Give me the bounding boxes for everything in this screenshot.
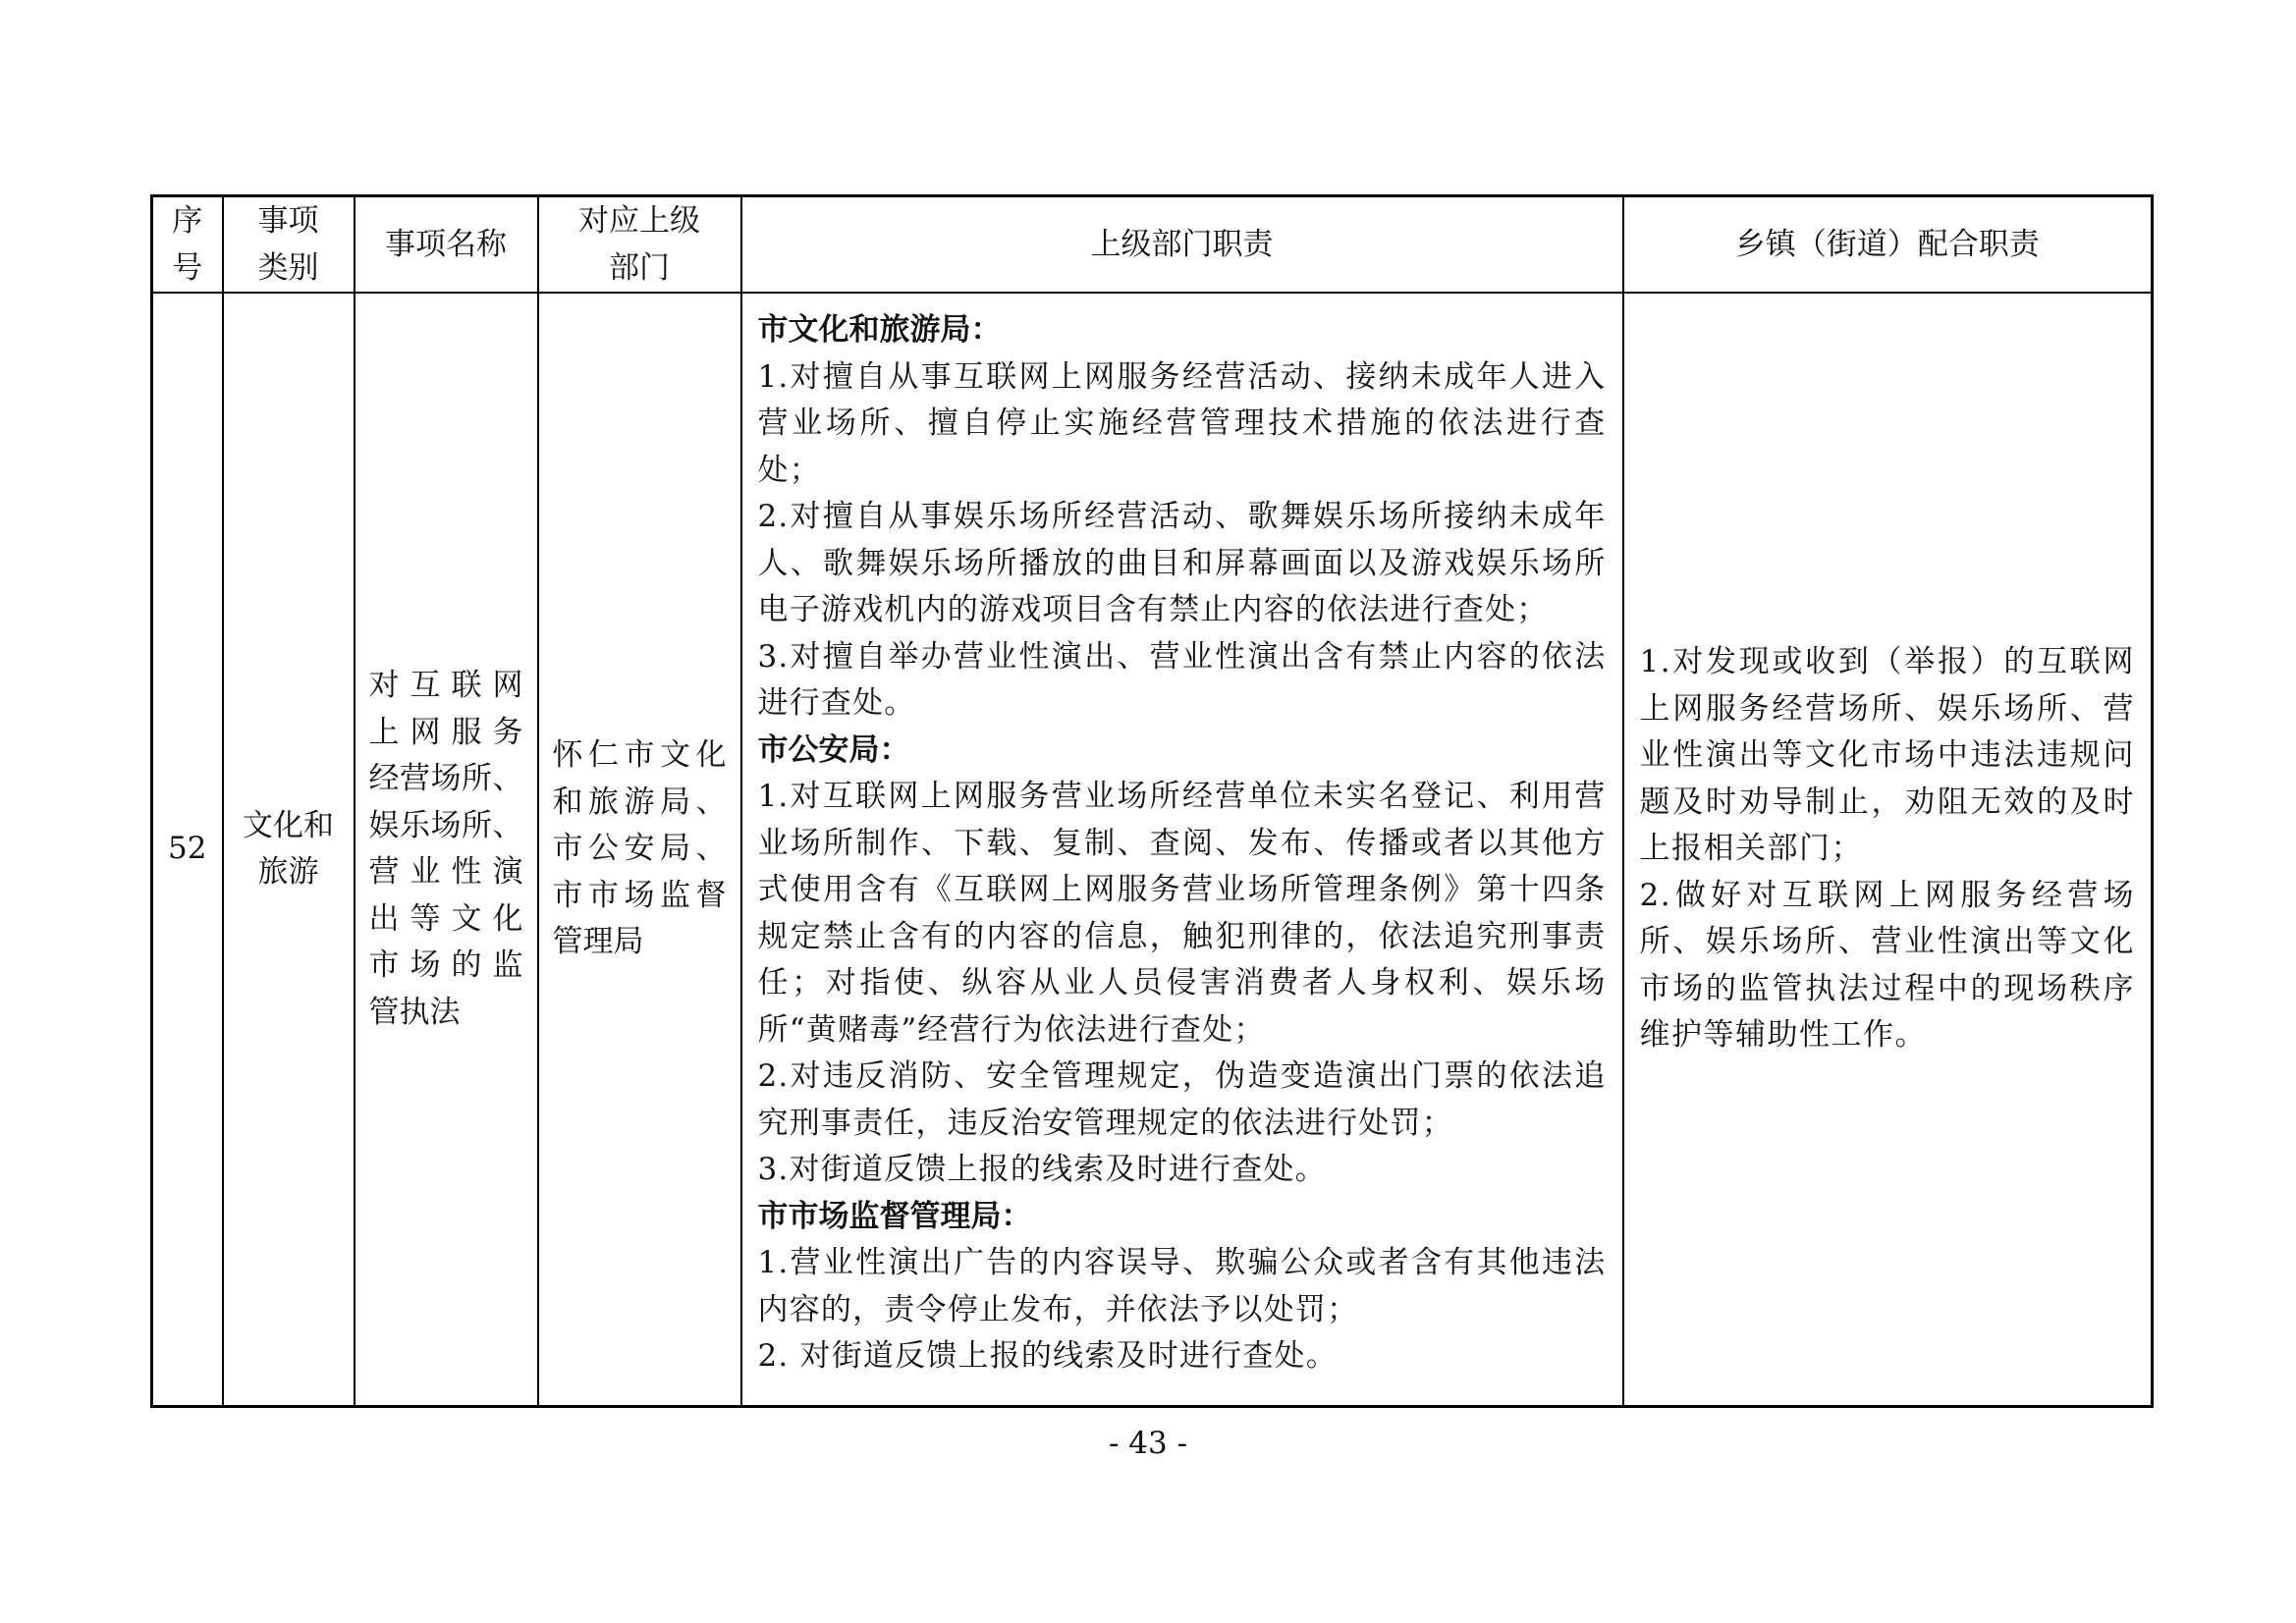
responsibility-table <box>150 194 2154 1408</box>
header-town <box>1623 196 2153 294</box>
duty-block-market-supervision <box>758 1194 1607 1380</box>
dept-line: 怀仁市文化 <box>552 737 727 774</box>
dept-line: 管理局 <box>552 924 644 960</box>
duty-item: 1.营业性演出广告的内容误导、欺骗公众或者含有其他违法内容的，责令停止发布，并依法予以处罚； <box>757 1245 1607 1327</box>
dept-line: 和旅游局、 <box>552 784 727 820</box>
duty-dept-heading: 市市场监督管理局： <box>757 1198 1032 1234</box>
header-seq-line: 序 <box>172 203 203 239</box>
header-category-line: 事项 <box>257 203 319 239</box>
table-header-row <box>152 196 2153 294</box>
item-name-line: 娱乐场所、 <box>368 807 523 843</box>
header-dept <box>538 196 741 294</box>
duty-item: 1.对擅自从事互联网上网服务经营活动、接纳未成年人进入营业场所、擅自停止实施经营管理技术措施的依法进行查处； <box>757 358 1607 488</box>
header-town-line: 乡镇（街道）配合职责 <box>1734 227 2040 262</box>
table-row <box>152 293 2153 1407</box>
row-town-duty <box>1623 293 2153 1407</box>
duty-item: 3.对擅自举办营业性演出、营业性演出含有禁止内容的依法进行查处。 <box>757 638 1607 721</box>
dept-line: 市市场监督 <box>552 877 727 913</box>
duty-block-public-security <box>758 728 1607 1194</box>
town-duty-item: 2.做好对互联网上网服务经营场所、娱乐场所、营业性演出等文化市场的监管执法过程中的现场秩序维护等辅助性工作。 <box>1639 877 2135 1054</box>
header-duty <box>741 196 1623 294</box>
header-category <box>223 196 355 294</box>
duty-item: 2. 对街道反馈上报的线索及时进行查处。 <box>757 1338 1338 1374</box>
header-duty-line: 上级部门职责 <box>1090 227 1274 262</box>
item-name-line: 出等文化 <box>368 900 523 937</box>
header-name <box>355 196 538 294</box>
header-seq <box>152 196 223 294</box>
item-name-line: 管执法 <box>368 994 461 1030</box>
header-seq-line: 号 <box>172 250 203 286</box>
duty-item: 1.对互联网上网服务营业场所经营单位未实名登记、利用营业场所制作、下载、复制、查阅、发布、传播或者以其他方式使用含有《互联网上网服务营业场所管理条例》第十四条规定禁止含有的内容的信息，触犯刑律的，依法追究刑事责任；对指使、纵容从业人员侵害消费者人身权利、娱乐场所“黄赌毒”经营行为依法进行查处； <box>757 779 1607 1048</box>
row-seq: 52 <box>152 293 223 1407</box>
page-number: - 43 - <box>1108 1426 1188 1461</box>
town-duty-item: 1.对发现或收到（举报）的互联网上网服务经营场所、娱乐场所、营业性演出等文化市场中违法违规问题及时劝导制止，劝阻无效的及时上报相关部门； <box>1639 644 2135 867</box>
row-category <box>223 293 355 1407</box>
dept-line: 市公安局、 <box>552 831 727 867</box>
header-dept-line: 部门 <box>609 250 670 286</box>
item-name-line: 市场的监 <box>368 947 523 983</box>
row-superior-dept <box>538 293 741 1407</box>
header-name-line: 事项名称 <box>385 227 507 262</box>
item-name-line: 对互联网 <box>368 668 523 703</box>
duty-item: 3.对街道反馈上报的线索及时进行查处。 <box>757 1152 1327 1187</box>
row-item-name <box>355 293 538 1407</box>
header-dept-line: 对应上级 <box>578 203 700 239</box>
row-superior-duty <box>741 293 1623 1407</box>
duty-block-culture-tourism <box>758 307 1607 728</box>
item-name-line: 营业性演 <box>368 854 523 890</box>
category-line: 旅游 <box>257 854 319 890</box>
duty-item: 2.对擅自从事娱乐场所经营活动、歌舞娱乐场所接纳未成年人、歌舞娱乐场所播放的曲目和屏幕画面以及游戏娱乐场所电子游戏机内的游戏项目含有禁止内容的依法进行查处； <box>757 499 1607 627</box>
category-line: 文化和 <box>243 807 334 843</box>
duty-dept-heading: 市公安局： <box>757 731 910 768</box>
duty-dept-heading: 市文化和旅游局： <box>757 312 1002 348</box>
duty-item: 2.对违反消防、安全管理规定，伪造变造演出门票的依法追究刑事责任，违反治安管理规定的依法进行处罚； <box>757 1058 1607 1141</box>
item-name-line: 经营场所、 <box>368 761 523 796</box>
item-name-line: 上网服务 <box>368 714 523 750</box>
header-category-line: 类别 <box>257 250 319 286</box>
